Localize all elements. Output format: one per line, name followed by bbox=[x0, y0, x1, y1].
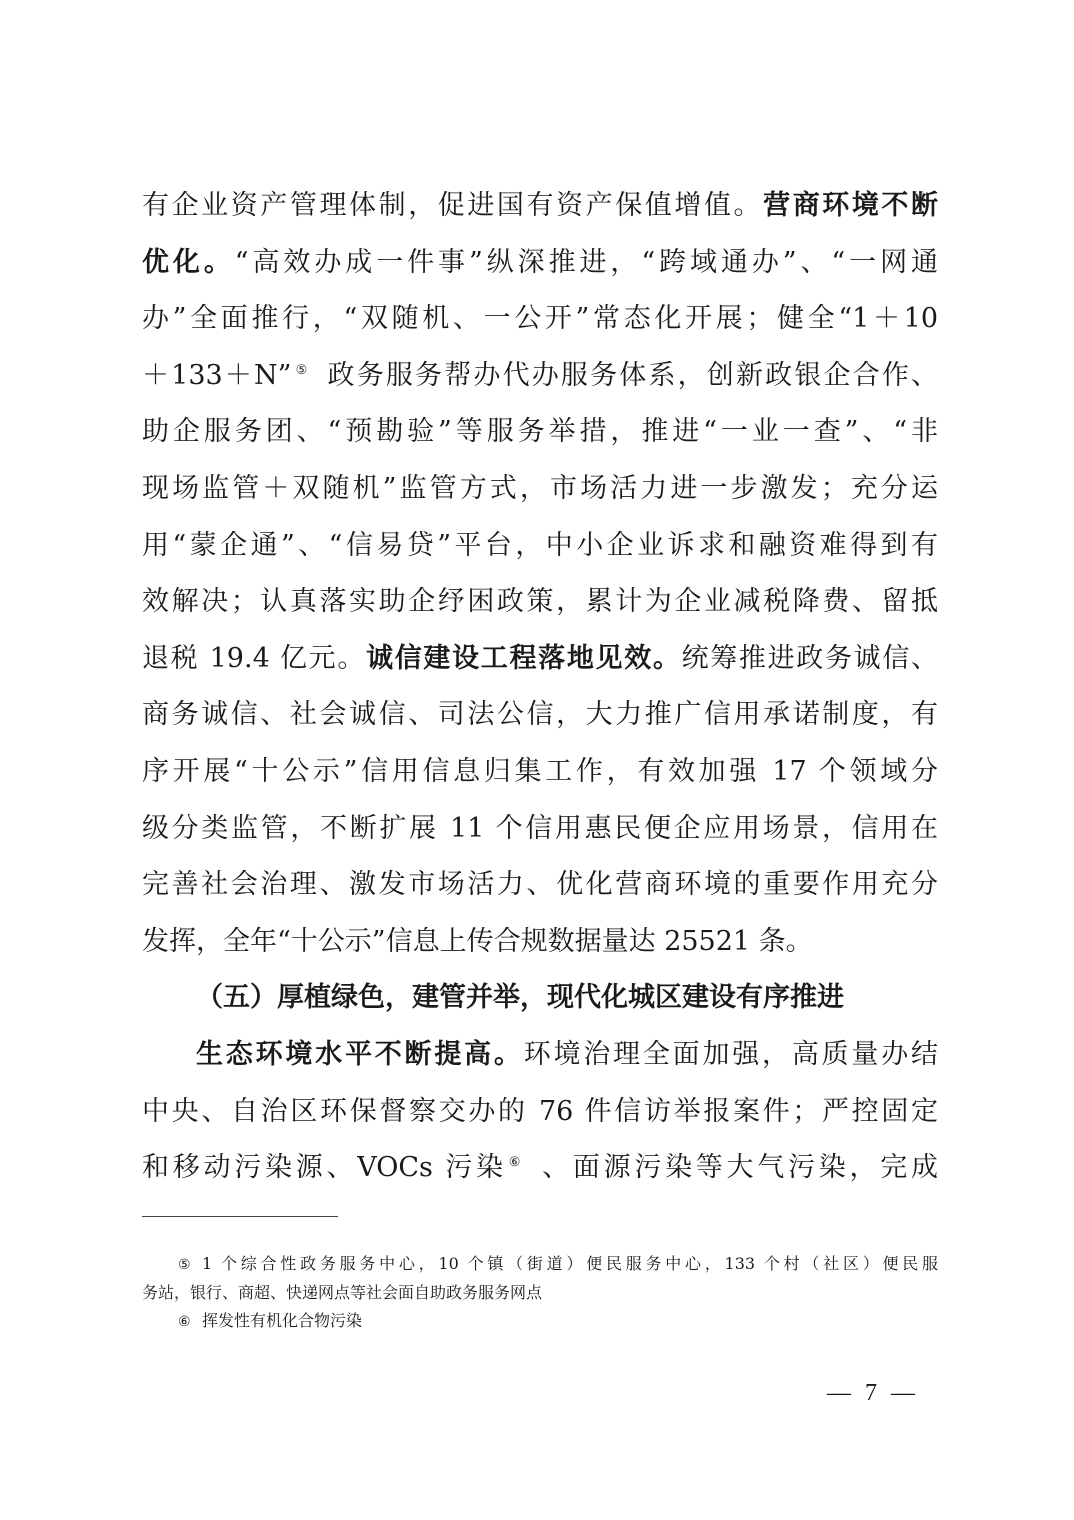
body-line: 助企服务团、“预勘验”等服务举措，推进“一业一查”、“非 bbox=[142, 416, 938, 448]
body-text bbox=[142, 178, 938, 1197]
body-line: 和移动污染源、VOCs 污染 ⑥ 、面源污染等大气污染，完成 bbox=[142, 1152, 939, 1184]
body-line: 序开展“十公示”信用信息归集工作，有效加强 17 个领域分 bbox=[142, 755, 938, 787]
body-line: 现场监管＋双随机”监管方式，市场活力进一步激发；充分运 bbox=[142, 472, 938, 504]
footnotes bbox=[142, 1250, 938, 1336]
footnote-separator bbox=[142, 1216, 338, 1217]
body-line: 完善社会治理、激发市场活力、优化营商环境的重要作用充分 bbox=[142, 869, 938, 901]
body-line: 优化。“高效办成一件事”纵深推进，“跨域通办”、“一网通 bbox=[142, 246, 939, 278]
bold-subheading: 生态环境水平不断提高。 bbox=[196, 1038, 524, 1070]
footnote-number: ⑤ bbox=[178, 1257, 191, 1273]
body-line: 退税 19.4 亿元。诚信建设工程落地见效。统筹推进政务诚信、 bbox=[142, 642, 939, 674]
body-line: ＋133＋N” ⑤ 政务服务帮办代办服务体系，创新政银企合作、 bbox=[142, 359, 939, 391]
bold-subheading: 营商环境不断 bbox=[763, 190, 939, 221]
body-line: 用“蒙企通”、“信易贷”平台，中小企业诉求和融资难得到有 bbox=[142, 529, 938, 561]
body-line: 发挥，全年“十公示”信息上传合规数据量达 25521 条。 bbox=[142, 925, 813, 957]
body-line: 级分类监管，不断扩展 11 个信用惠民便企应用场景，信用在 bbox=[142, 812, 938, 844]
footnote-6: ⑥ 挥发性有机化合物污染 bbox=[142, 1307, 938, 1336]
section-heading: （五）厚植绿色，建管并举，现代化城区建设有序推进 bbox=[196, 982, 844, 1014]
footnote-reference-6[interactable]: ⑥ bbox=[508, 1155, 525, 1171]
bold-subheading: 诚信建设工程落地见效。 bbox=[366, 642, 682, 674]
footnote-number: ⑥ bbox=[178, 1314, 191, 1330]
footnote-5: ⑤ 1 个综合性政务服务中心，10 个镇（街道）便民服务中心，133 个村（社区）便民服 bbox=[142, 1250, 938, 1279]
body-line: 有企业资产管理体制，促进国有资产保值增值。营商环境不断 bbox=[142, 190, 939, 221]
footnote-5-continued: 务站，银行、商超、快递网点等社会面自助政务服务网点 bbox=[142, 1283, 543, 1302]
body-line: 办”全面推行，“双随机、一公开”常态化开展；健全“1＋10 bbox=[142, 303, 938, 335]
body-line: 生态环境水平不断提高。环境治理全面加强，高质量办结 bbox=[196, 1038, 939, 1070]
footnote-reference-5[interactable]: ⑤ bbox=[293, 362, 310, 378]
bold-subheading: 优化。 bbox=[142, 246, 235, 278]
body-line: 中央、自治区环保督察交办的 76 件信访举报案件；严控固定 bbox=[142, 1095, 938, 1127]
body-line: 效解决；认真落实助企纾困政策，累计为企业减税降费、留抵 bbox=[142, 586, 938, 618]
page-number: — 7 — bbox=[827, 1380, 919, 1406]
body-line: 商务诚信、社会诚信、司法公信，大力推广信用承诺制度，有 bbox=[142, 699, 938, 731]
